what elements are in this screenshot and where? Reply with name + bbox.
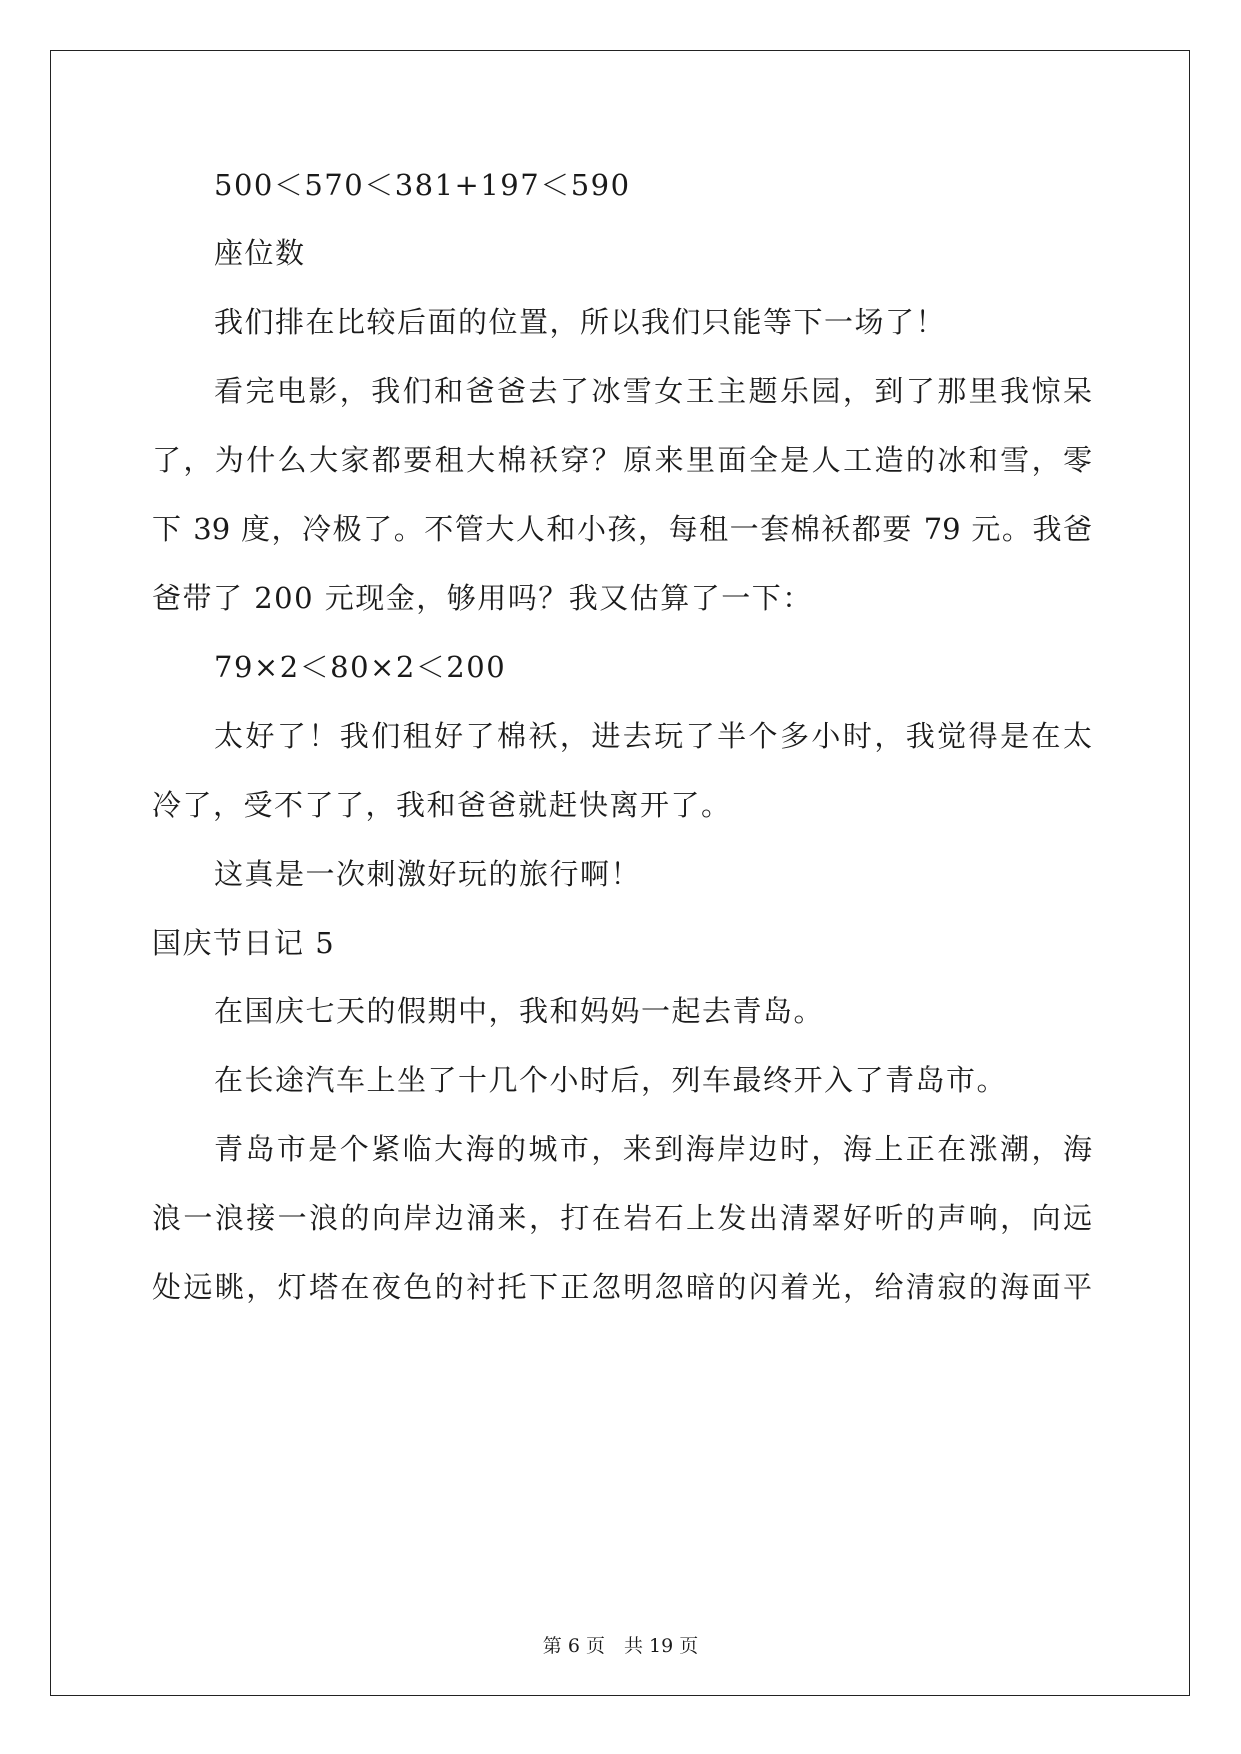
paragraph-line: 冷了，受不了了，我和爸爸就赶快离开了。 bbox=[152, 788, 732, 822]
paragraph-line: 在国庆七天的假期中，我和妈妈一起去青岛。 bbox=[214, 994, 825, 1028]
paragraph-line: 下 39 度，冷极了。不管大人和小孩，每租一套棉袄都要 79 元。我爸 bbox=[152, 512, 1092, 546]
paragraph-line: 这真是一次刺激好玩的旅行啊！ bbox=[214, 857, 642, 891]
section-heading: 国庆节日记 5 bbox=[152, 926, 336, 960]
page-number-footer: 第 6 页 共 19 页 bbox=[542, 1635, 699, 1657]
paragraph-line: 爸带了 200 元现金，够用吗？我又估算了一下： bbox=[152, 581, 813, 615]
paragraph-line: 看完电影，我们和爸爸去了冰雪女王主题乐园，到了那里我惊呆 bbox=[214, 374, 1092, 408]
paragraph-line: 青岛市是个紧临大海的城市，来到海岸边时，海上正在涨潮，海 bbox=[214, 1132, 1092, 1166]
math-inequality-seats: 500＜570＜381+197＜590 bbox=[214, 168, 631, 202]
paragraph-line: 浪一浪接一浪的向岸边涌来，打在岩石上发出清翠好听的声响，向远 bbox=[152, 1201, 1092, 1235]
paragraph-line: 太好了！我们租好了棉袄，进去玩了半个多小时，我觉得是在太 bbox=[214, 719, 1092, 753]
paragraph-line: 座位数 bbox=[214, 236, 306, 270]
paragraph-line: 了，为什么大家都要租大棉袄穿？原来里面全是人工造的冰和雪，零 bbox=[152, 443, 1092, 477]
paragraph-line: 处远眺，灯塔在夜色的衬托下正忽明忽暗的闪着光，给清寂的海面平 bbox=[152, 1270, 1092, 1304]
math-inequality-cost: 79×2＜80×2＜200 bbox=[214, 650, 507, 684]
paragraph-line: 我们排在比较后面的位置，所以我们只能等下一场了！ bbox=[214, 305, 947, 339]
paragraph-line: 在长途汽车上坐了十几个小时后，列车最终开入了青岛市。 bbox=[214, 1063, 1008, 1097]
